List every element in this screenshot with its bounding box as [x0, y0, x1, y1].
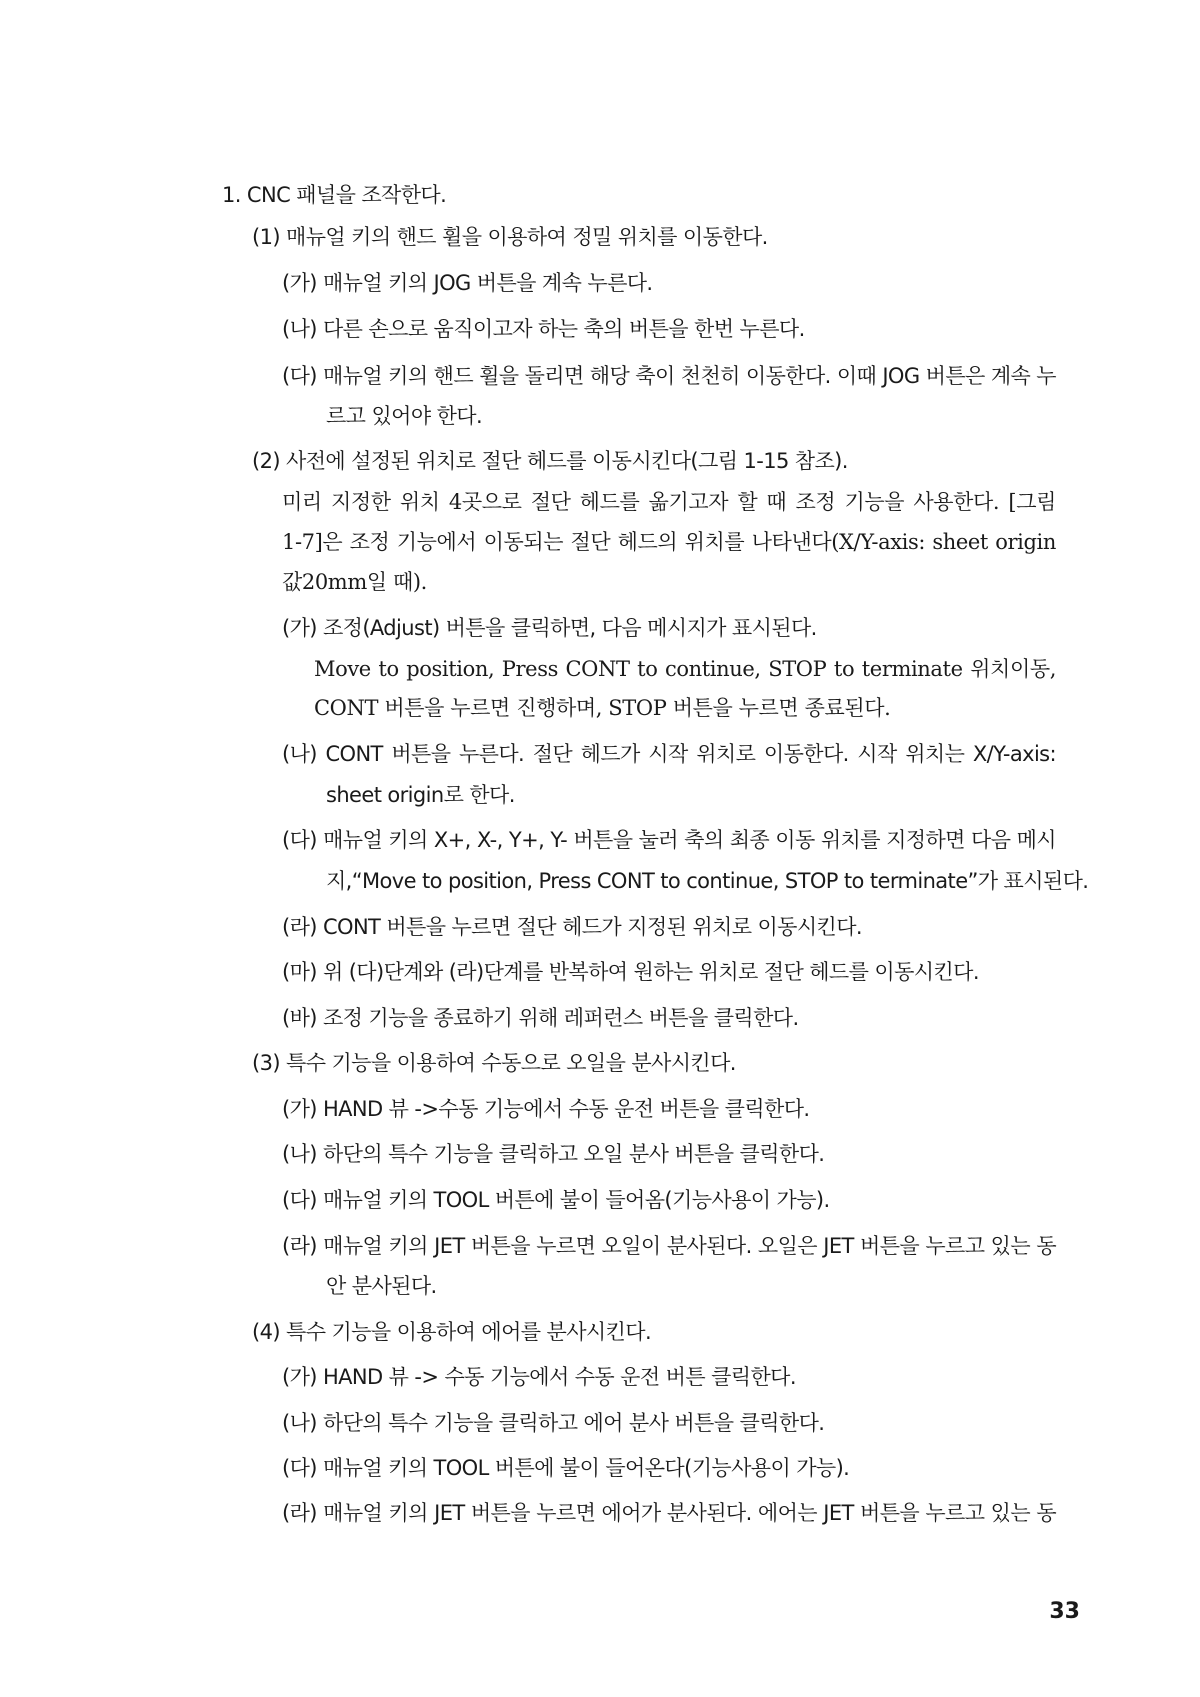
item-1-na: (나) 다른 손으로 움직이고자 하는 축의 버튼을 한번 누른다. — [282, 317, 805, 341]
item-2-heading: (2) 사전에 설정된 위치로 절단 헤드를 이동시킨다(그림 1-15 참조). — [252, 449, 848, 473]
item-2-da-line2: 지,“Move to position, Press CONT to continue, STOP to terminate”가 표시된다. — [326, 869, 1089, 893]
item-2-body-line3: 값20mm일 때). — [282, 570, 427, 594]
item-2-da-line1: (다) 매뉴얼 키의 X+, X-, Y+, Y- 버튼을 눌러 축의 최종 이동 위치를 지정하면 다음 메시 — [282, 828, 1056, 852]
item-1-da-line2: 르고 있어야 한다. — [326, 404, 483, 428]
item-4-da: (다) 매뉴얼 키의 TOOL 버튼에 불이 들어온다(기능사용이 가능). — [282, 1456, 850, 1480]
item-4-ra-line1: (라) 매뉴얼 키의 JET 버튼을 누르면 에어가 분사된다. 에어는 JET 버튼을 누르고 있는 동 — [282, 1501, 1056, 1525]
item-2-body-line1: 미리 지정한 위치 4곳으로 절단 헤드를 옮기고자 할 때 조정 기능을 사용한다. [그림 — [282, 490, 1056, 514]
item-1-ga: (가) 매뉴얼 키의 JOG 버튼을 계속 누른다. — [282, 271, 653, 295]
item-3-ga: (가) HAND 뷰 ->수동 기능에서 수동 운전 버튼을 클릭한다. — [282, 1097, 810, 1121]
item-4-ga: (가) HAND 뷰 -> 수동 기능에서 수동 운전 버튼 클릭한다. — [282, 1365, 796, 1389]
item-2-ga-message-line1: Move to position, Press CONT to continue, STOP to terminate 위치이동, — [314, 657, 1056, 681]
item-2-na-line2: sheet origin로 한다. — [326, 783, 515, 807]
item-2-ga-message-line2: CONT 버튼을 누르면 진행하며, STOP 버튼을 누르면 종료된다. — [314, 696, 891, 720]
item-2-ma: (마) 위 (다)단계와 (라)단계를 반복하여 원하는 위치로 절단 헤드를 이동시킨다. — [282, 960, 979, 984]
item-2-na-line1: (나) CONT 버튼을 누른다. 절단 헤드가 시작 위치로 이동한다. 시작 위치는 X/Y-axis: — [282, 742, 1056, 766]
section-title: 1. CNC 패널을 조작한다. — [222, 183, 447, 207]
item-2-ra: (라) CONT 버튼을 누르면 절단 헤드가 지정된 위치로 이동시킨다. — [282, 915, 862, 939]
item-4-heading: (4) 특수 기능을 이용하여 에어를 분사시킨다. — [252, 1320, 652, 1344]
item-3-ra-line1: (라) 매뉴얼 키의 JET 버튼을 누르면 오일이 분사된다. 오일은 JET 버튼을 누르고 있는 동 — [282, 1234, 1056, 1258]
item-2-ba: (바) 조정 기능을 종료하기 위해 레퍼런스 버튼을 클릭한다. — [282, 1006, 799, 1030]
item-2-body-line2: 1-7]은 조정 기능에서 이동되는 절단 헤드의 위치를 나타낸다(X/Y-axis: sheet origin — [282, 530, 1056, 554]
item-3-ra-line2: 안 분사된다. — [326, 1274, 437, 1298]
item-4-na: (나) 하단의 특수 기능을 클릭하고 에어 분사 버튼을 클릭한다. — [282, 1411, 825, 1435]
item-1-heading: (1) 매뉴얼 키의 핸드 휠을 이용하여 정밀 위치를 이동한다. — [252, 225, 768, 249]
item-3-heading: (3) 특수 기능을 이용하여 수동으로 오일을 분사시킨다. — [252, 1051, 736, 1075]
item-3-da: (다) 매뉴얼 키의 TOOL 버튼에 불이 들어옴(기능사용이 가능). — [282, 1188, 830, 1212]
item-1-da-line1: (다) 매뉴얼 키의 핸드 휠을 돌리면 해당 축이 천천히 이동한다. 이때 JOG 버튼은 계속 누 — [282, 364, 1056, 388]
page-number: 33 — [1049, 1599, 1080, 1624]
item-3-na: (나) 하단의 특수 기능을 클릭하고 오일 분사 버튼을 클릭한다. — [282, 1142, 825, 1166]
item-2-ga: (가) 조정(Adjust) 버튼을 클릭하면, 다음 메시지가 표시된다. — [282, 616, 817, 640]
